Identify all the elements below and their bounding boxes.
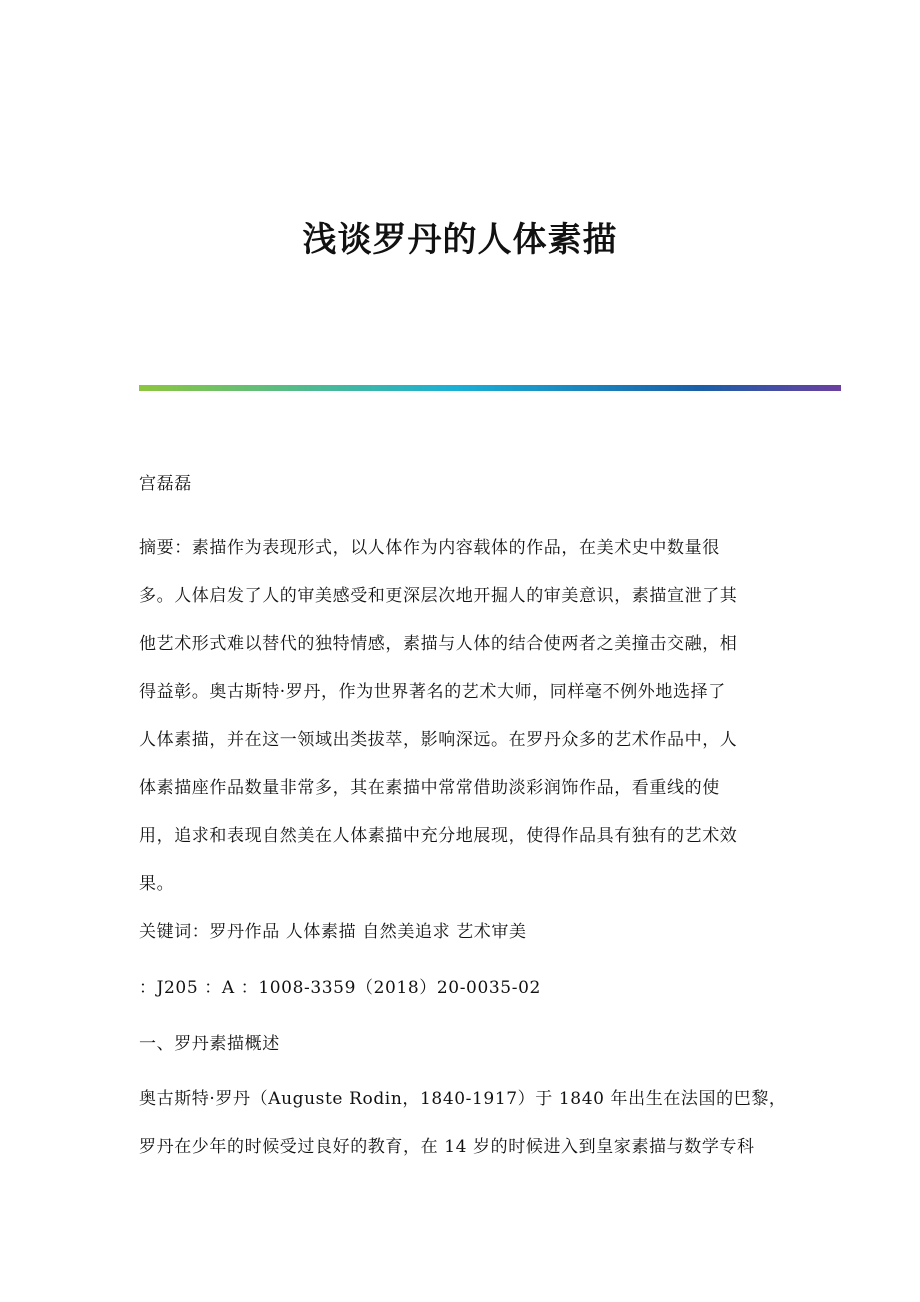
section-heading: 一、罗丹素描概述 [139, 1034, 280, 1054]
body-line: 罗丹在少年的时候受过良好的教育，在 14 岁的时候进入到皇家素描与数学专科 [139, 1137, 755, 1157]
document-title: 浅谈罗丹的人体素描 [302, 220, 618, 260]
abstract-line: 多。人体启发了人的审美感受和更深层次地开掘人的审美意识，素描宣泄了其 [139, 586, 738, 606]
abstract-line: 得益彰。奥古斯特·罗丹，作为世界著名的艺术大师，同样毫不例外地选择了 [139, 682, 726, 702]
author-name: 宫磊磊 [139, 474, 192, 494]
title-divider [139, 385, 841, 391]
abstract-line: 体素描座作品数量非常多，其在素描中常常借助淡彩润饰作品，看重线的使 [139, 778, 720, 798]
abstract-line: 人体素描，并在这一领域出类拔萃，影响深远。在罗丹众多的艺术作品中，人 [139, 730, 738, 750]
body-line: 奥古斯特·罗丹（Auguste Rodin，1840-1917）于 1840 年出生在法国的巴黎， [139, 1089, 787, 1109]
classification-line: ：J205 ：A ：1008-3359（2018）20-0035-02 [139, 978, 541, 998]
keywords-line: 关键词：罗丹作品 人体素描 自然美追求 艺术审美 [139, 922, 527, 942]
abstract-line: 果。 [139, 874, 175, 894]
abstract-line: 摘要：素描作为表现形式，以人体作为内容载体的作品，在美术史中数量很 [139, 538, 720, 558]
abstract-line: 他艺术形式难以替代的独特情感，素描与人体的结合使两者之美撞击交融，相 [139, 634, 738, 654]
abstract-line: 用，追求和表现自然美在人体素描中充分地展现，使得作品具有独有的艺术效 [139, 826, 738, 846]
abstract-paragraph [139, 524, 779, 908]
